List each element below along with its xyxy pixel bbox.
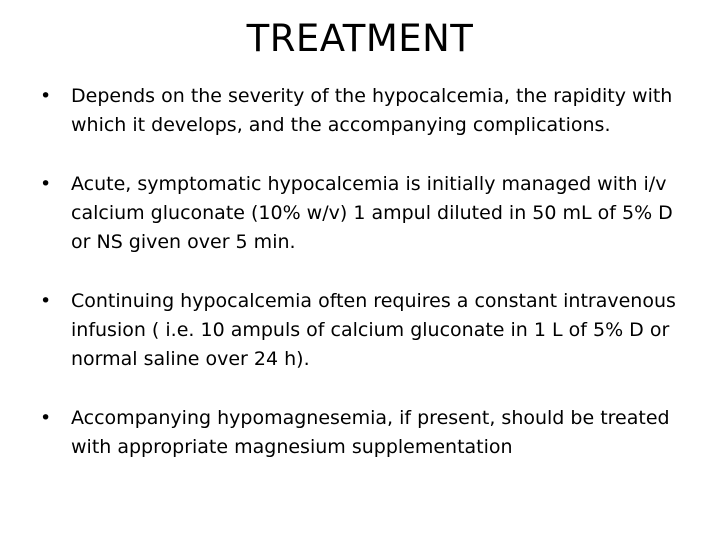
bullet-text: Depends on the severity of the hypocalcemia, the rapidity with which it develops, and the accompanying complications. xyxy=(71,85,673,136)
bullet-dot-icon: • xyxy=(40,85,52,107)
bullet-item xyxy=(40,287,690,374)
bullet-text: Accompanying hypomagnesemia, if present, should be treated with appropriate magnesium supplementation xyxy=(71,407,670,458)
bullet-text: Continuing hypocalcemia often requires a constant intravenous infusion ( i.e. 10 ampuls of calcium gluconate in 1 L of 5% D or normal saline over 24 h). xyxy=(71,290,676,370)
bullet-dot-icon: • xyxy=(40,290,52,312)
bullet-dot-icon: • xyxy=(40,173,52,195)
slide-title: TREATMENT xyxy=(246,17,474,60)
bullet-item xyxy=(40,404,690,462)
bullet-item xyxy=(40,170,690,257)
bullet-dot-icon: • xyxy=(40,407,52,429)
bullet-list xyxy=(40,82,690,492)
bullet-text: Acute, symptomatic hypocalcemia is initially managed with i/v calcium gluconate (10% w/v) 1 ampul diluted in 50 mL of 5% D or NS given over 5 min. xyxy=(71,173,673,253)
bullet-item xyxy=(40,82,690,140)
